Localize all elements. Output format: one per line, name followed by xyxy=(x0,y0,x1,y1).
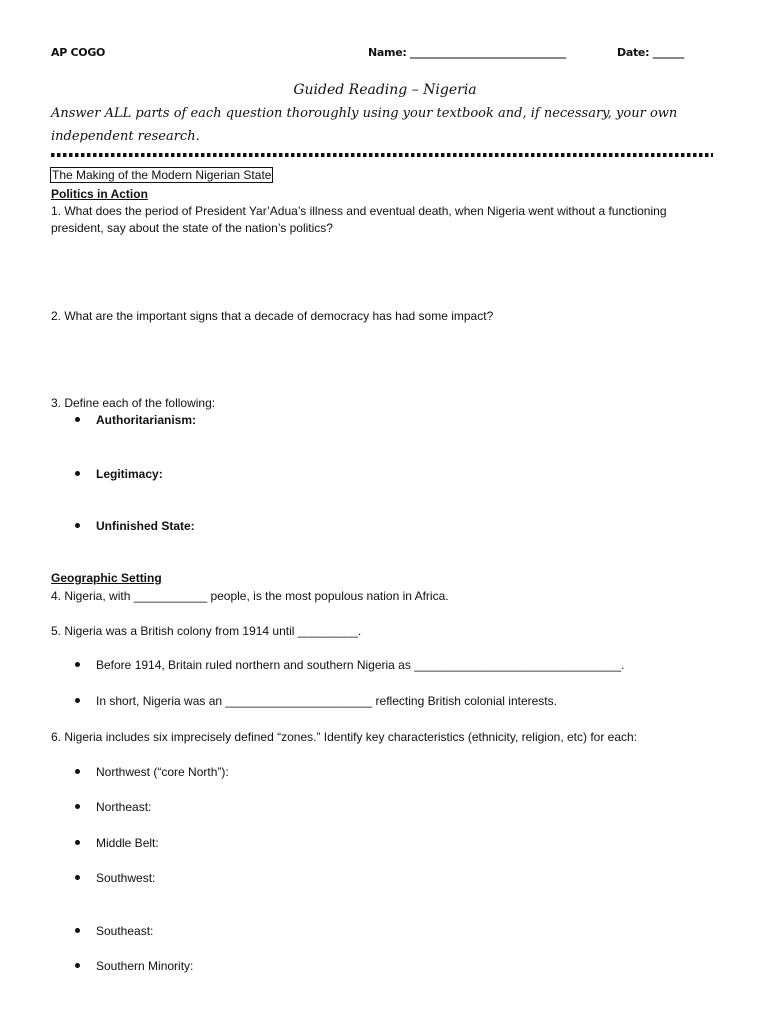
question-1-line-2: president, say about the state of the nation’s politics? xyxy=(51,221,333,235)
term-authoritarianism: Authoritarianism: xyxy=(96,413,197,427)
section-subtitle: Politics in Action xyxy=(51,187,148,201)
dotted-divider xyxy=(51,153,713,157)
question-5-part-b: In short, Nigeria was an ______________________ reflecting British colonial interests. xyxy=(96,694,557,708)
question-3: 3. Define each of the following: xyxy=(51,396,216,410)
bullet-icon xyxy=(75,840,80,845)
bullet-icon xyxy=(75,769,80,774)
zone-southern-minority: Southern Minority: xyxy=(96,959,194,973)
bullet-icon xyxy=(75,523,80,528)
instructions-line-1: Answer ALL parts of each question thoroughly using your textbook and, if necessary, your own xyxy=(51,106,678,121)
question-1-line-1: 1. What does the period of President Yar’Adua’s illness and eventual death, when Nigeria went without a functioning xyxy=(51,204,667,218)
bullet-icon xyxy=(75,471,80,476)
bullet-icon xyxy=(75,963,80,968)
section-title: The Making of the Modern Nigerian State xyxy=(52,168,272,182)
zone-southeast: Southeast: xyxy=(96,924,154,938)
bullet-icon xyxy=(75,928,80,933)
bullet-icon xyxy=(75,875,80,880)
zone-northwest: Northwest (“core North”): xyxy=(96,765,229,779)
date-field-label: Date: ______ xyxy=(617,46,684,59)
term-unfinished-state: Unfinished State: xyxy=(96,519,195,533)
instructions-line-2: independent research. xyxy=(51,129,200,144)
bullet-icon xyxy=(75,417,80,422)
zone-middle-belt: Middle Belt: xyxy=(96,836,159,850)
section-title-box xyxy=(50,167,273,184)
question-4: 4. Nigeria, with ___________ people, is the most populous nation in Africa. xyxy=(51,589,449,603)
name-field-label: Name: ______________________________ xyxy=(368,46,566,59)
term-legitimacy: Legitimacy: xyxy=(96,467,163,481)
question-2: 2. What are the important signs that a decade of democracy has had some impact? xyxy=(51,309,494,323)
bullet-icon xyxy=(75,662,80,667)
bullet-icon xyxy=(75,804,80,809)
geographic-setting-heading: Geographic Setting xyxy=(51,571,162,585)
bullet-icon xyxy=(75,698,80,703)
zone-northeast: Northeast: xyxy=(96,800,152,814)
course-label: AP COGO xyxy=(51,46,106,59)
page-title: Guided Reading – Nigeria xyxy=(293,82,477,98)
question-5-part-a: Before 1914, Britain ruled northern and southern Nigeria as _______________________________. xyxy=(96,658,625,672)
question-5: 5. Nigeria was a British colony from 1914 until _________. xyxy=(51,624,362,638)
question-6: 6. Nigeria includes six imprecisely defined “zones.” Identify key characteristics (ethnicity, religion, etc) for each: xyxy=(51,730,638,744)
zone-southwest: Southwest: xyxy=(96,871,156,885)
